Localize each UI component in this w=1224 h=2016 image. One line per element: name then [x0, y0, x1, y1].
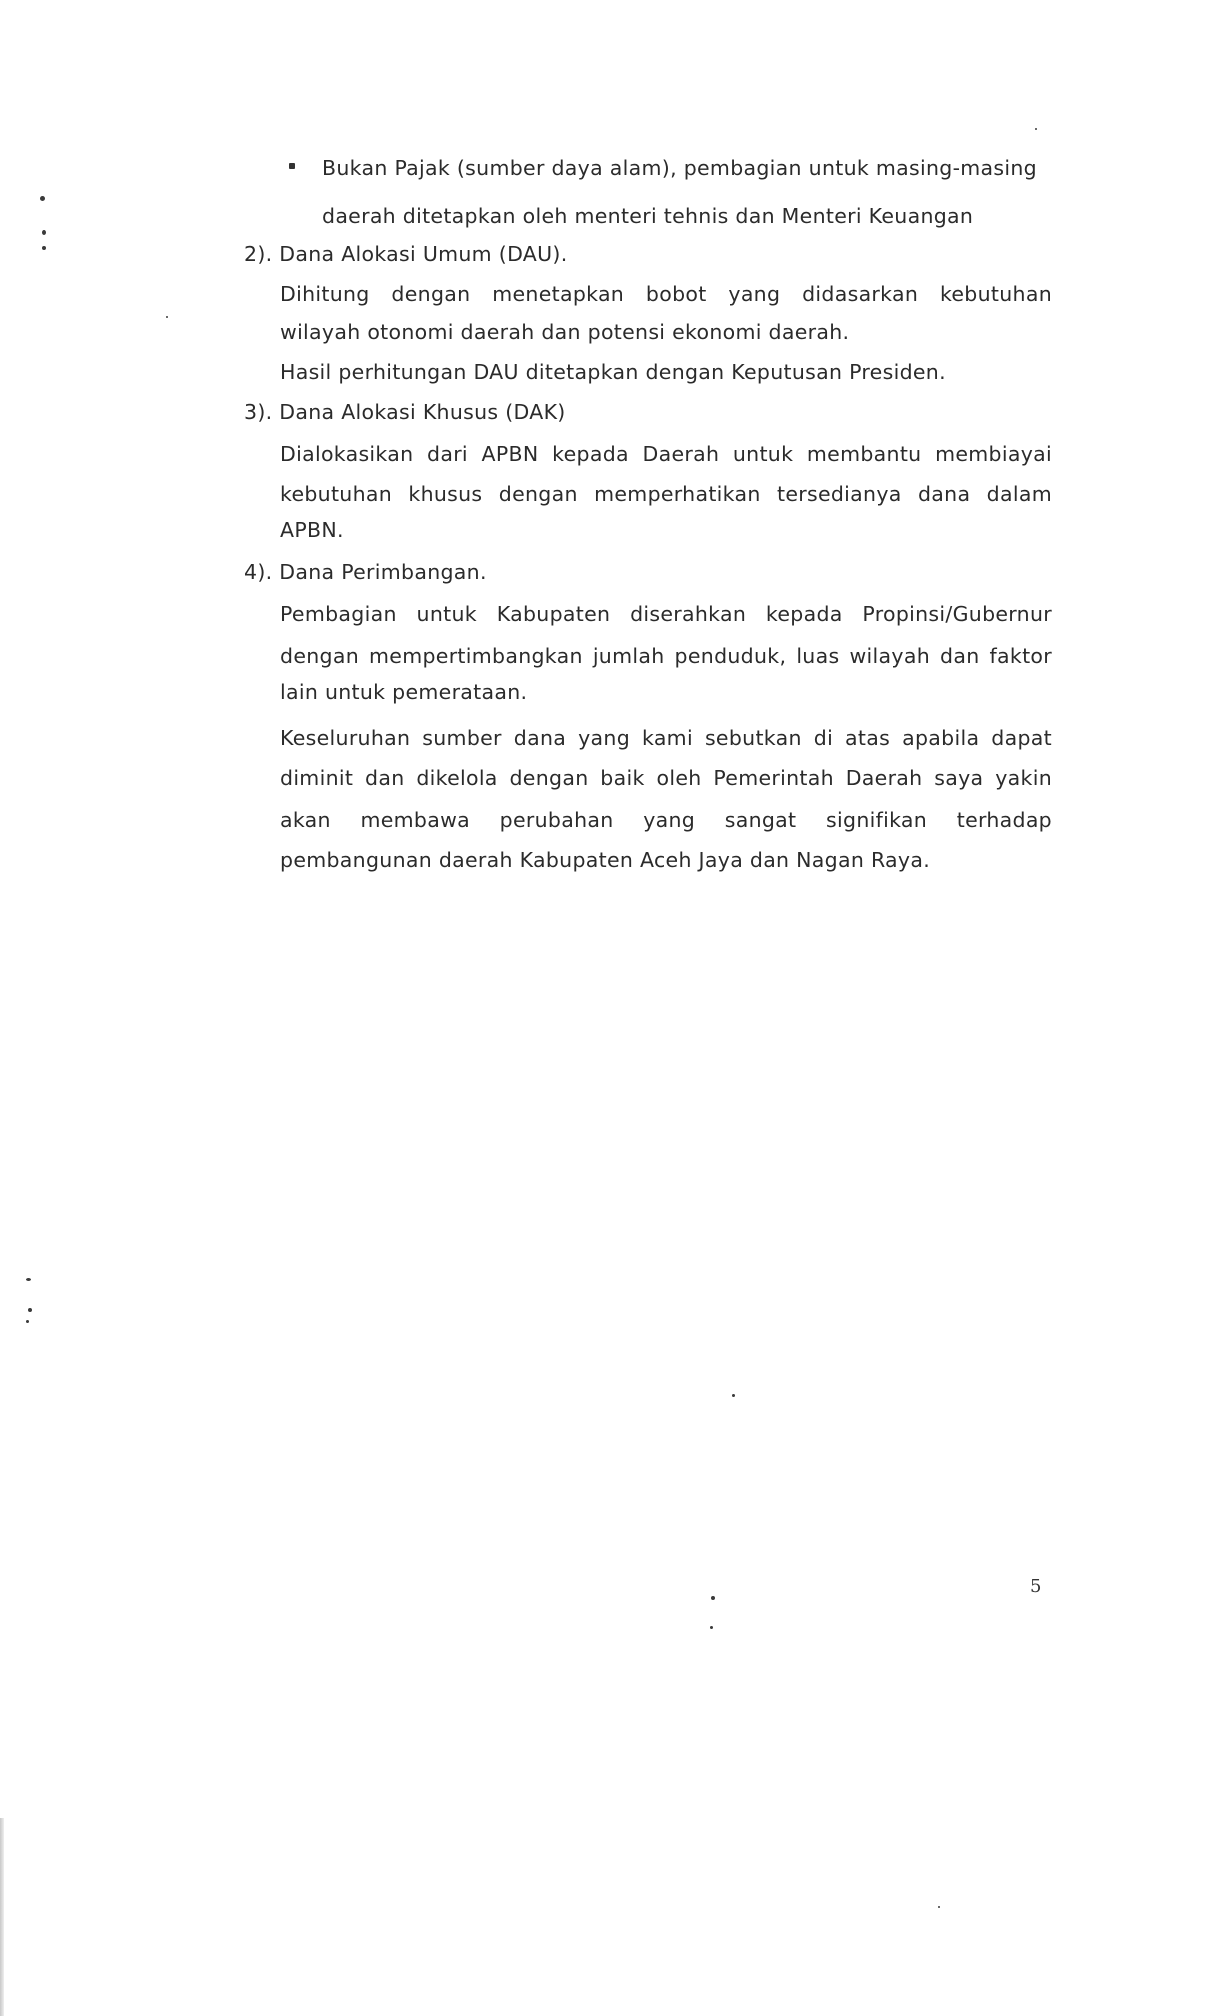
- scan-speck: [1035, 128, 1037, 130]
- section-2-paragraph-line-1: Dihitung dengan menetapkan bobot yang didasarkan kebutuhan: [280, 282, 1052, 306]
- section-4-paragraph-line-2: dengan mempertimbangkan jumlah penduduk, luas wilayah dan faktor: [280, 644, 1052, 668]
- closing-line-2: diminit dan dikelola dengan baik oleh Pemerintah Daerah saya yakin: [280, 766, 1052, 790]
- scan-speck: [42, 230, 46, 235]
- section-3-heading: 3). Dana Alokasi Khusus (DAK): [244, 400, 566, 424]
- closing-line-4: pembangunan daerah Kabupaten Aceh Jaya dan Nagan Raya.: [280, 848, 931, 872]
- scan-speck: [26, 1278, 31, 1281]
- bullet-line-1: Bukan Pajak (sumber daya alam), pembagian untuk masing-masing: [322, 156, 1037, 180]
- closing-line-3: akan membawa perubahan yang sangat signifikan terhadap: [280, 808, 1052, 832]
- bullet-line-2: daerah ditetapkan oleh menteri tehnis dan Menteri Keuangan: [322, 204, 974, 228]
- section-3-paragraph-line-1: Dialokasikan dari APBN kepada Daerah untuk membantu membiayai: [280, 442, 1052, 466]
- page-number: 5: [1030, 1576, 1042, 1597]
- scan-speck: [938, 1906, 940, 1908]
- scan-speck: [710, 1626, 713, 1629]
- bullet-marker: [289, 163, 295, 169]
- closing-line-1: Keseluruhan sumber dana yang kami sebutkan di atas apabila dapat: [280, 726, 1052, 750]
- scan-speck: [711, 1596, 715, 1600]
- section-3-paragraph-line-2: kebutuhan khusus dengan memperhatikan tersedianya dana dalam: [280, 482, 1052, 506]
- scan-speck: [42, 246, 46, 250]
- section-4-paragraph-line-3: lain untuk pemerataan.: [280, 680, 528, 704]
- section-2-paragraph-line-3: Hasil perhitungan DAU ditetapkan dengan Keputusan Presiden.: [280, 360, 946, 384]
- section-2-paragraph-line-2: wilayah otonomi daerah dan potensi ekonomi daerah.: [280, 320, 850, 344]
- section-2-heading: 2). Dana Alokasi Umum (DAU).: [244, 242, 568, 266]
- section-4-heading: 4). Dana Perimbangan.: [244, 560, 487, 584]
- section-4-paragraph-line-1: Pembagian untuk Kabupaten diserahkan kepada Propinsi/Gubernur: [280, 602, 1052, 626]
- scan-speck: [40, 196, 45, 201]
- scan-speck: [166, 316, 168, 318]
- section-3-paragraph-line-3: APBN.: [280, 518, 344, 542]
- scan-speck: [28, 1308, 32, 1312]
- scan-speck: [732, 1394, 735, 1397]
- scan-edge-shadow: [0, 1818, 4, 2016]
- scan-speck: [26, 1320, 29, 1323]
